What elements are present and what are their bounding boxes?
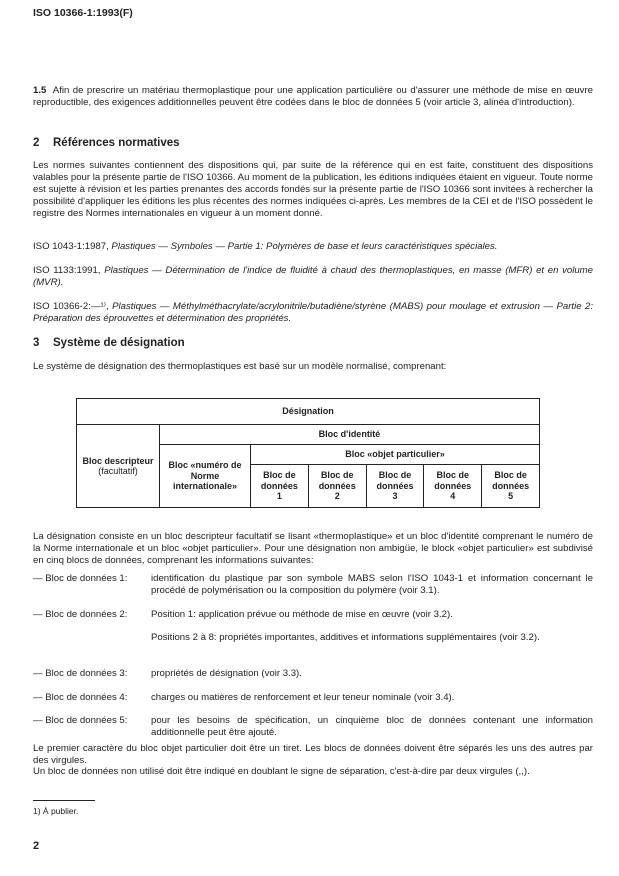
list-item — [33, 715, 593, 739]
data-block-5: Bloc de données 5 — [482, 465, 540, 508]
list-item — [33, 609, 593, 621]
item-label: — Bloc de données 2: — [33, 609, 128, 620]
ref-id: ISO 10366-2:—¹⁾, — [33, 301, 109, 312]
paragraph: Un bloc de données non utilisé doit être indiqué en doublant le signe de séparation, c'est-à-dire par deux virgules (,,). — [33, 766, 530, 777]
data-block-2: Bloc de données 2 — [308, 465, 366, 508]
designation-table — [76, 398, 540, 508]
standard-number-block: Bloc «numéro de Norme internationale» — [160, 445, 251, 508]
item-text: charges ou matières de renforcement et leur teneur nominale (voir 3.4). — [151, 692, 455, 703]
section-number: 3 — [33, 337, 40, 349]
section-2-heading — [33, 137, 180, 149]
footnote: 1) À publier. — [33, 806, 79, 816]
section-title: Système de désignation — [53, 337, 185, 349]
ref-title: Plastiques — Détermination de l'indice de fluidité à chaud des thermoplastiques, en masse (MFR) et en volume (MVR). — [33, 265, 594, 288]
data-block-1: Bloc de données 1 — [251, 465, 309, 508]
item-text: identification du plastique par son symbole MABS selon l'ISO 1043-1 et information concernant le procédé de polymérisation ou la composition du polymère (voir 3.1). — [151, 573, 593, 596]
designation-header: Désignation — [77, 399, 540, 425]
clause-1-5 — [33, 85, 593, 109]
section-3-heading — [33, 337, 185, 349]
item-label: — Bloc de données 1: — [33, 573, 128, 584]
list-item — [33, 573, 593, 597]
item-text: Position 1: application prévue ou méthode de mise en œuvre (voir 3.2). — [151, 609, 453, 620]
optional-label: (facultatif) — [98, 466, 138, 476]
ref-id: ISO 1133:1991, — [33, 265, 101, 276]
item-text: Positions 2 à 8: propriétés importantes, additives et informations supplémentaires (voir 3.2). — [151, 632, 540, 643]
list-item — [33, 668, 593, 680]
ref-title: Plastiques — Méthylméthacrylate/acrylonitrile/butadiène/styrène (MABS) pour moulage et extrusion — Partie 2: Préparation des éprouvettes et détermination des propriétés. — [33, 301, 593, 324]
data-block-4: Bloc de données 4 — [424, 465, 482, 508]
descriptor-block — [77, 425, 160, 508]
item-label: — Bloc de données 5: — [33, 715, 128, 726]
footnote-rule — [33, 800, 95, 801]
descriptor-label: Bloc descripteur — [82, 455, 154, 466]
ref-title: Plastiques — Symboles — Partie 1: Polymères de base et leurs caractéristiques spéciales. — [111, 241, 498, 252]
item-label: — Bloc de données 3: — [33, 668, 128, 679]
designation-paragraph: La désignation consiste en un bloc descripteur facultatif se lisant «thermoplastique» et un bloc d'identité comprenant le numéro de la Norme internationale et un bloc «objet particulier». Pour une désignation non ambigüe, le block «objet particulier» est subdivisé en cinq blocs de données, comprenant les informations suivantes: — [33, 531, 593, 566]
ref-id: ISO 1043-1:1987, — [33, 241, 109, 252]
document-header: ISO 10366-1:1993(F) — [33, 7, 133, 19]
list-item — [33, 632, 593, 644]
paragraph: Le premier caractère du bloc objet particulier doit être un tiret. Les blocs de données doivent être séparés les uns des autres par des virgules. — [33, 743, 593, 766]
data-block-3: Bloc de données 3 — [366, 465, 424, 508]
item-label: — Bloc de données 4: — [33, 692, 128, 703]
item-text: pour les besoins de spécification, un cinquième bloc de données contenant une information additionnelle peut être ajouté. — [151, 715, 593, 738]
clause-text: Afin de prescrire un matériau thermoplastique pour une application particulière ou d'assurer une méthode de mise en œuvre reproductible, des exigences additionnelles peuvent être codées dans le bloc de données 5 (voir article 3, alinéa d'introduction). — [33, 85, 593, 108]
reference — [33, 301, 593, 325]
specific-object-block: Bloc «objet particulier» — [251, 445, 540, 465]
page-number: 2 — [33, 840, 40, 852]
section-3-intro: Le système de désignation des thermoplastiques est basé sur un modèle normalisé, comprenant: — [33, 361, 447, 372]
clause-number: 1.5 — [33, 85, 47, 96]
item-text: propriétés de désignation (voir 3.3). — [151, 668, 302, 679]
section-title: Références normatives — [53, 137, 180, 149]
reference — [33, 241, 593, 253]
list-item — [33, 692, 593, 704]
section-2-intro: Les normes suivantes contiennent des dispositions qui, par suite de la référence qui en est faite, constituent des dispositions valables pour la présente partie de l'ISO 10366. Au moment de la publication, les éditions indiquées étaient en vigueur. Toute norme est sujette à révision et les parties prenantes des accords fondés sur la présente partie de l'ISO 10366 sont invitées à rechercher la possibilité d'appliquer les éditions les plus récentes des normes indiquées ci-après. Les membres de la CEI et de l'ISO possèdent le registre des Normes internationales en vigueur à un moment donné. — [33, 160, 593, 219]
reference — [33, 265, 593, 289]
section-number: 2 — [33, 137, 40, 149]
identity-block: Bloc d'identité — [160, 425, 540, 445]
